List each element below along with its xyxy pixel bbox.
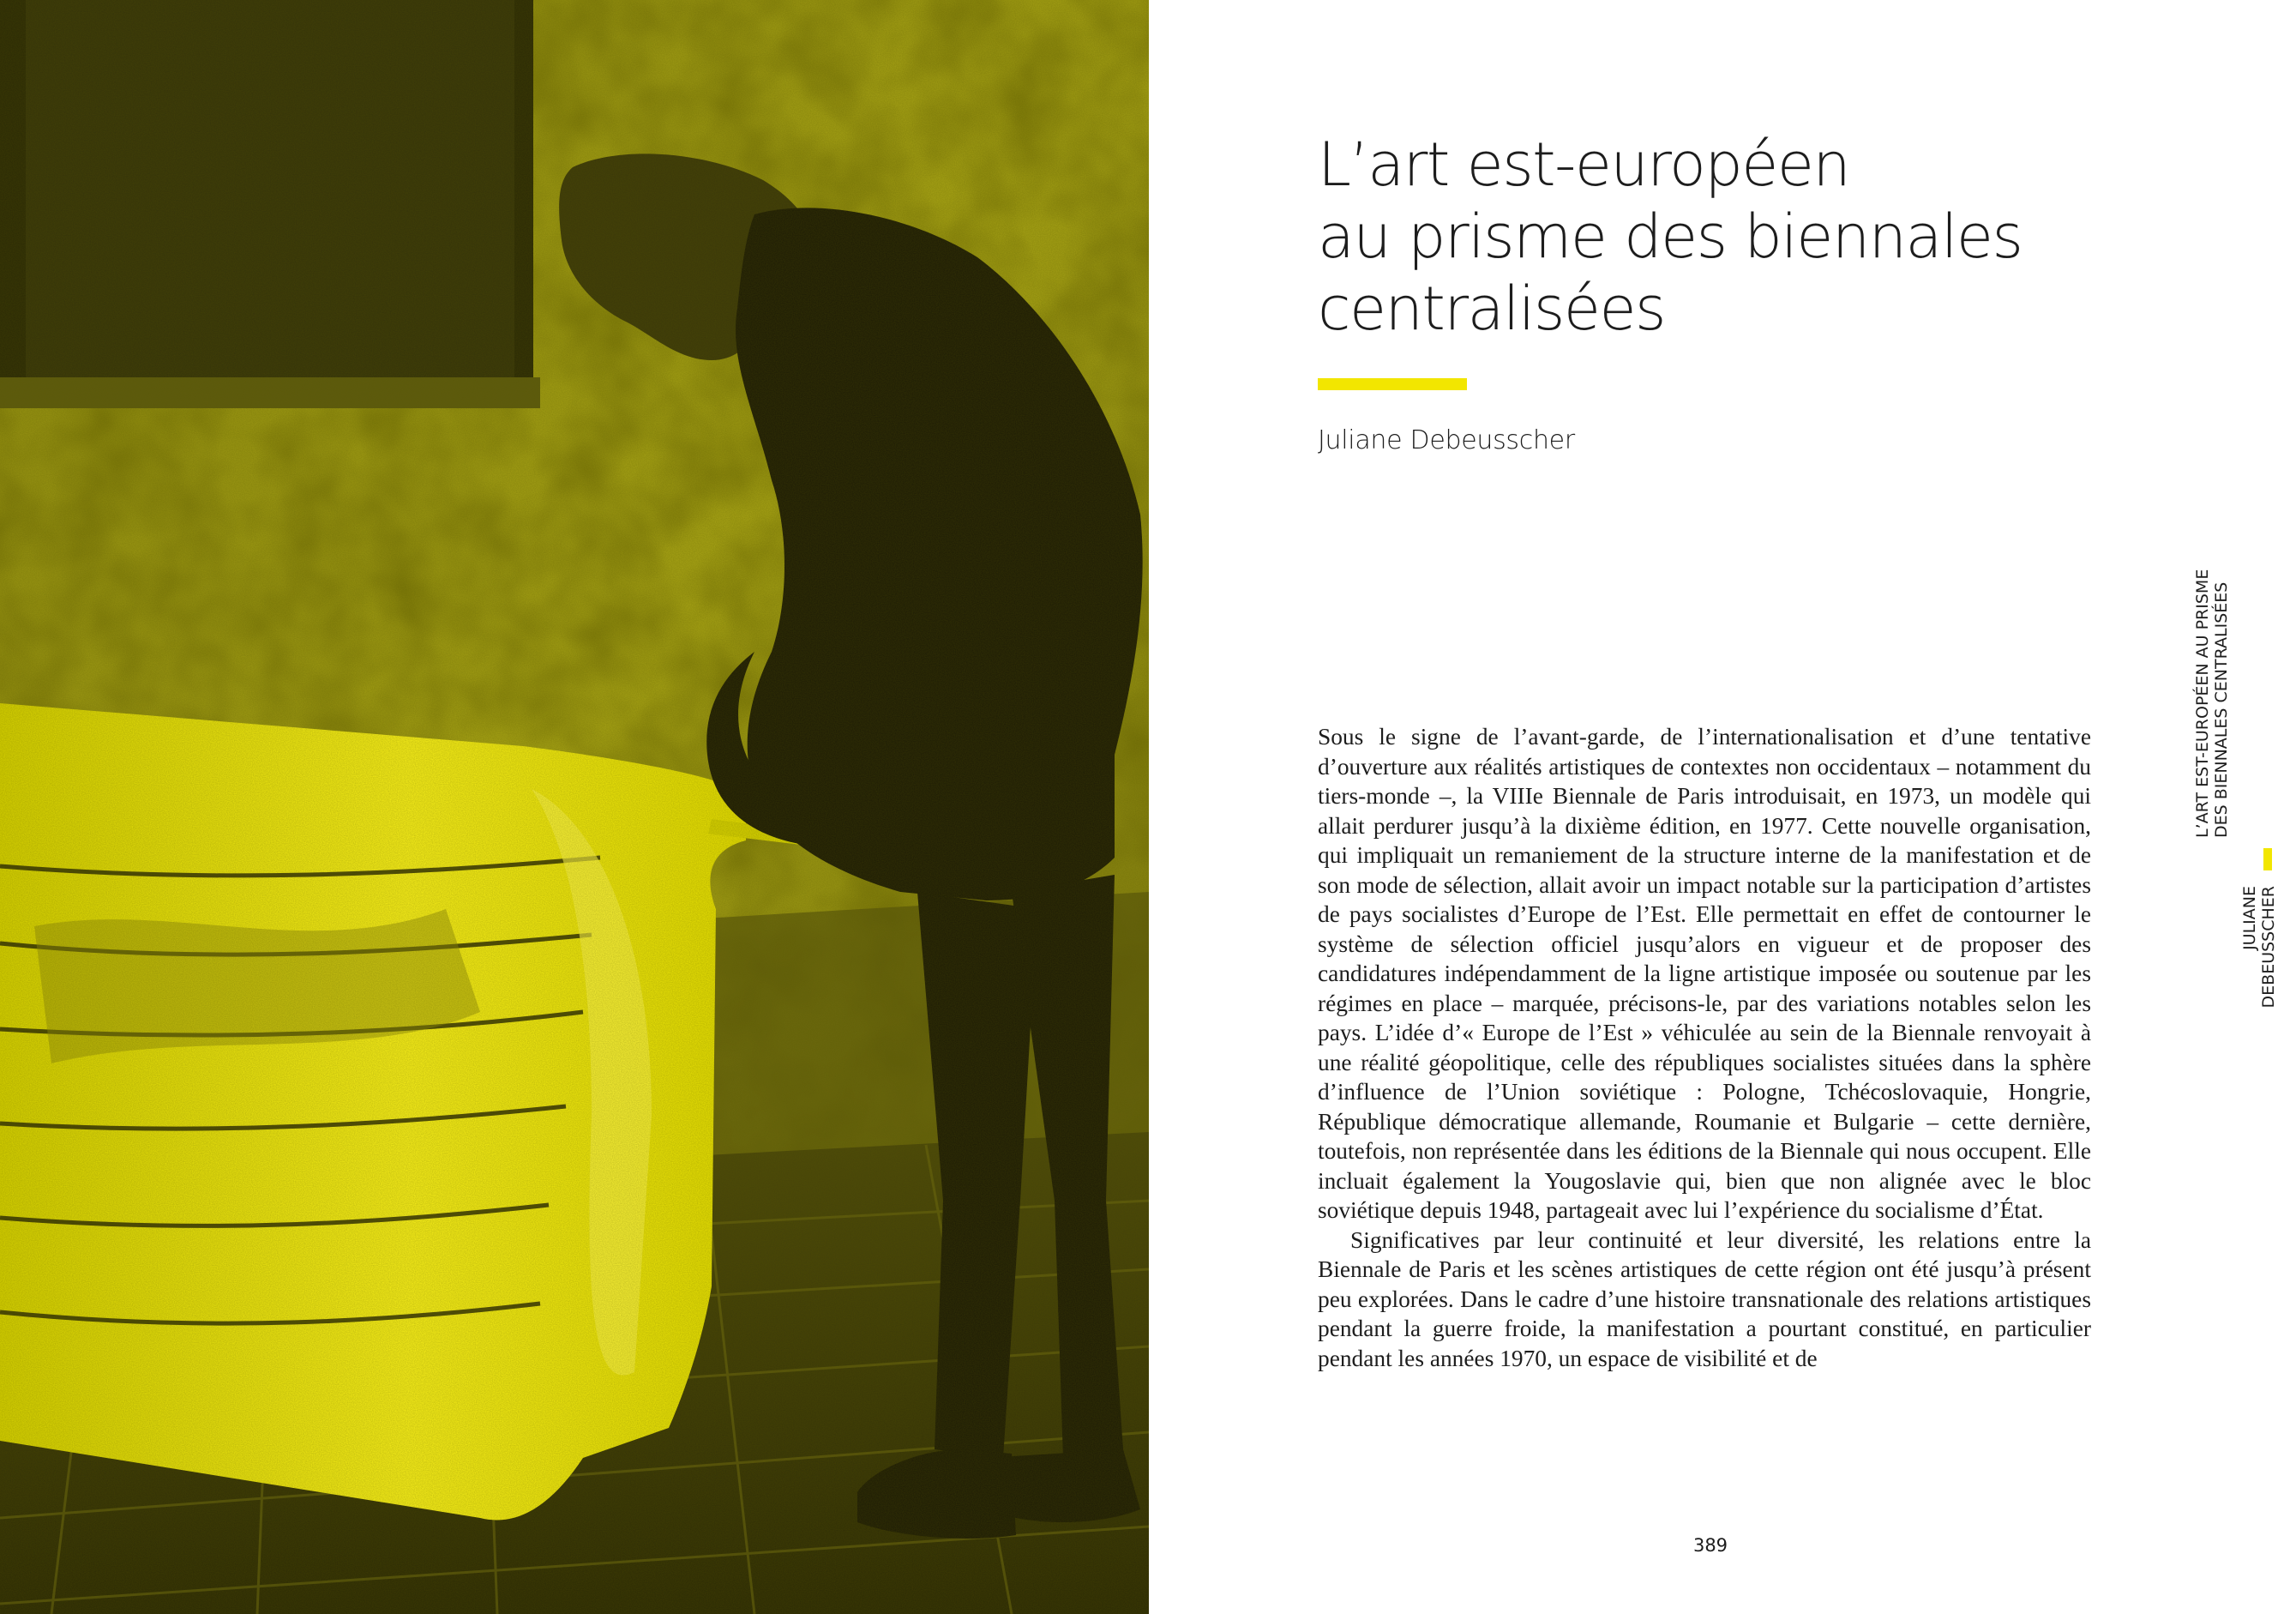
body-paragraph: Sous le signe de l’avant-garde, de l’internationalisation et d’une tentative d’ouverture aux réalités artistiques de contextes non occidentaux – notamment du tiers-monde –, la VIIIe Biennale de Paris introduisait, en 1973, un modèle qui allait perdurer jusqu’à la dixième édition, en 1977. Cette nouvelle organisation, qui impliquait un remaniement de la structure interne de la manifestation et de son mode de sélection, allait avoir un impact notable sur la participation d’artistes de pays socialistes d’Europe de l’Est. Elle permettait en effet de contourner le système de sélection officiel jusqu’alors en vigueur et de proposer des candidatures indépendamment de la ligne artistique imposée ou soutenue par les régimes en place – marquée, précisons-le, par des variations notables selon les pays. L’idée d’« Europe de l’Est » véhiculée au sein de la Biennale renvoyait à une réalité géopolitique, celle des républiques socialistes situées dans la sphère d’influence de l’Union soviétique : Pologne, Tchécoslovaquie, Hongrie, République démocratique allemande, Roumanie et Bulgarie – cette dernière, toutefois, non représentée dans les éditions de la Biennale qui nous occupent. Elle incluait également la Yougoslavie qui, bien que non alignée avec le bloc soviétique depuis 1948, partageait avec lui l’expérience du socialisme d’État. <box>1318 724 2091 1223</box>
title-line: centralisées <box>1318 274 1666 344</box>
article-body <box>1318 722 2091 1373</box>
body-paragraph: Significatives par leur continuité et leur diversité, les relations entre la Biennale de Paris et les scènes artistiques de cette région ont été jusqu’à présent peu explorées. Dans le cadre d’une histoire transnationale des relations artistiques pendant la guerre froide, la manifestation a pourtant constitué, en particulier pendant les années 1970, un espace de visibilité et de <box>1318 1226 2091 1371</box>
running-head-title <box>2186 569 2231 838</box>
title-accent-rule <box>1318 378 1467 390</box>
running-head-author-line: JULIANE <box>2240 886 2259 950</box>
title-line: au prisme des biennales <box>1318 202 2023 272</box>
text-page <box>1149 0 2296 1614</box>
article-title <box>1318 129 2089 345</box>
running-head-author <box>2186 886 2278 1025</box>
article-author: Juliane Debeusscher <box>1318 425 1575 455</box>
running-head-title-line: DES BIENNALES CENTRALISÉES <box>2212 581 2231 838</box>
running-head-accent-bar <box>2263 848 2272 870</box>
running-head <box>2186 553 2293 1025</box>
running-head-title-line: L’ART EST-EUROPÉEN AU PRISME <box>2193 569 2212 838</box>
title-line: L’art est-européen <box>1318 129 1850 200</box>
page-number: 389 <box>1692 1535 1728 1556</box>
running-head-author-line: DEBEUSSCHER <box>2259 886 2278 1009</box>
